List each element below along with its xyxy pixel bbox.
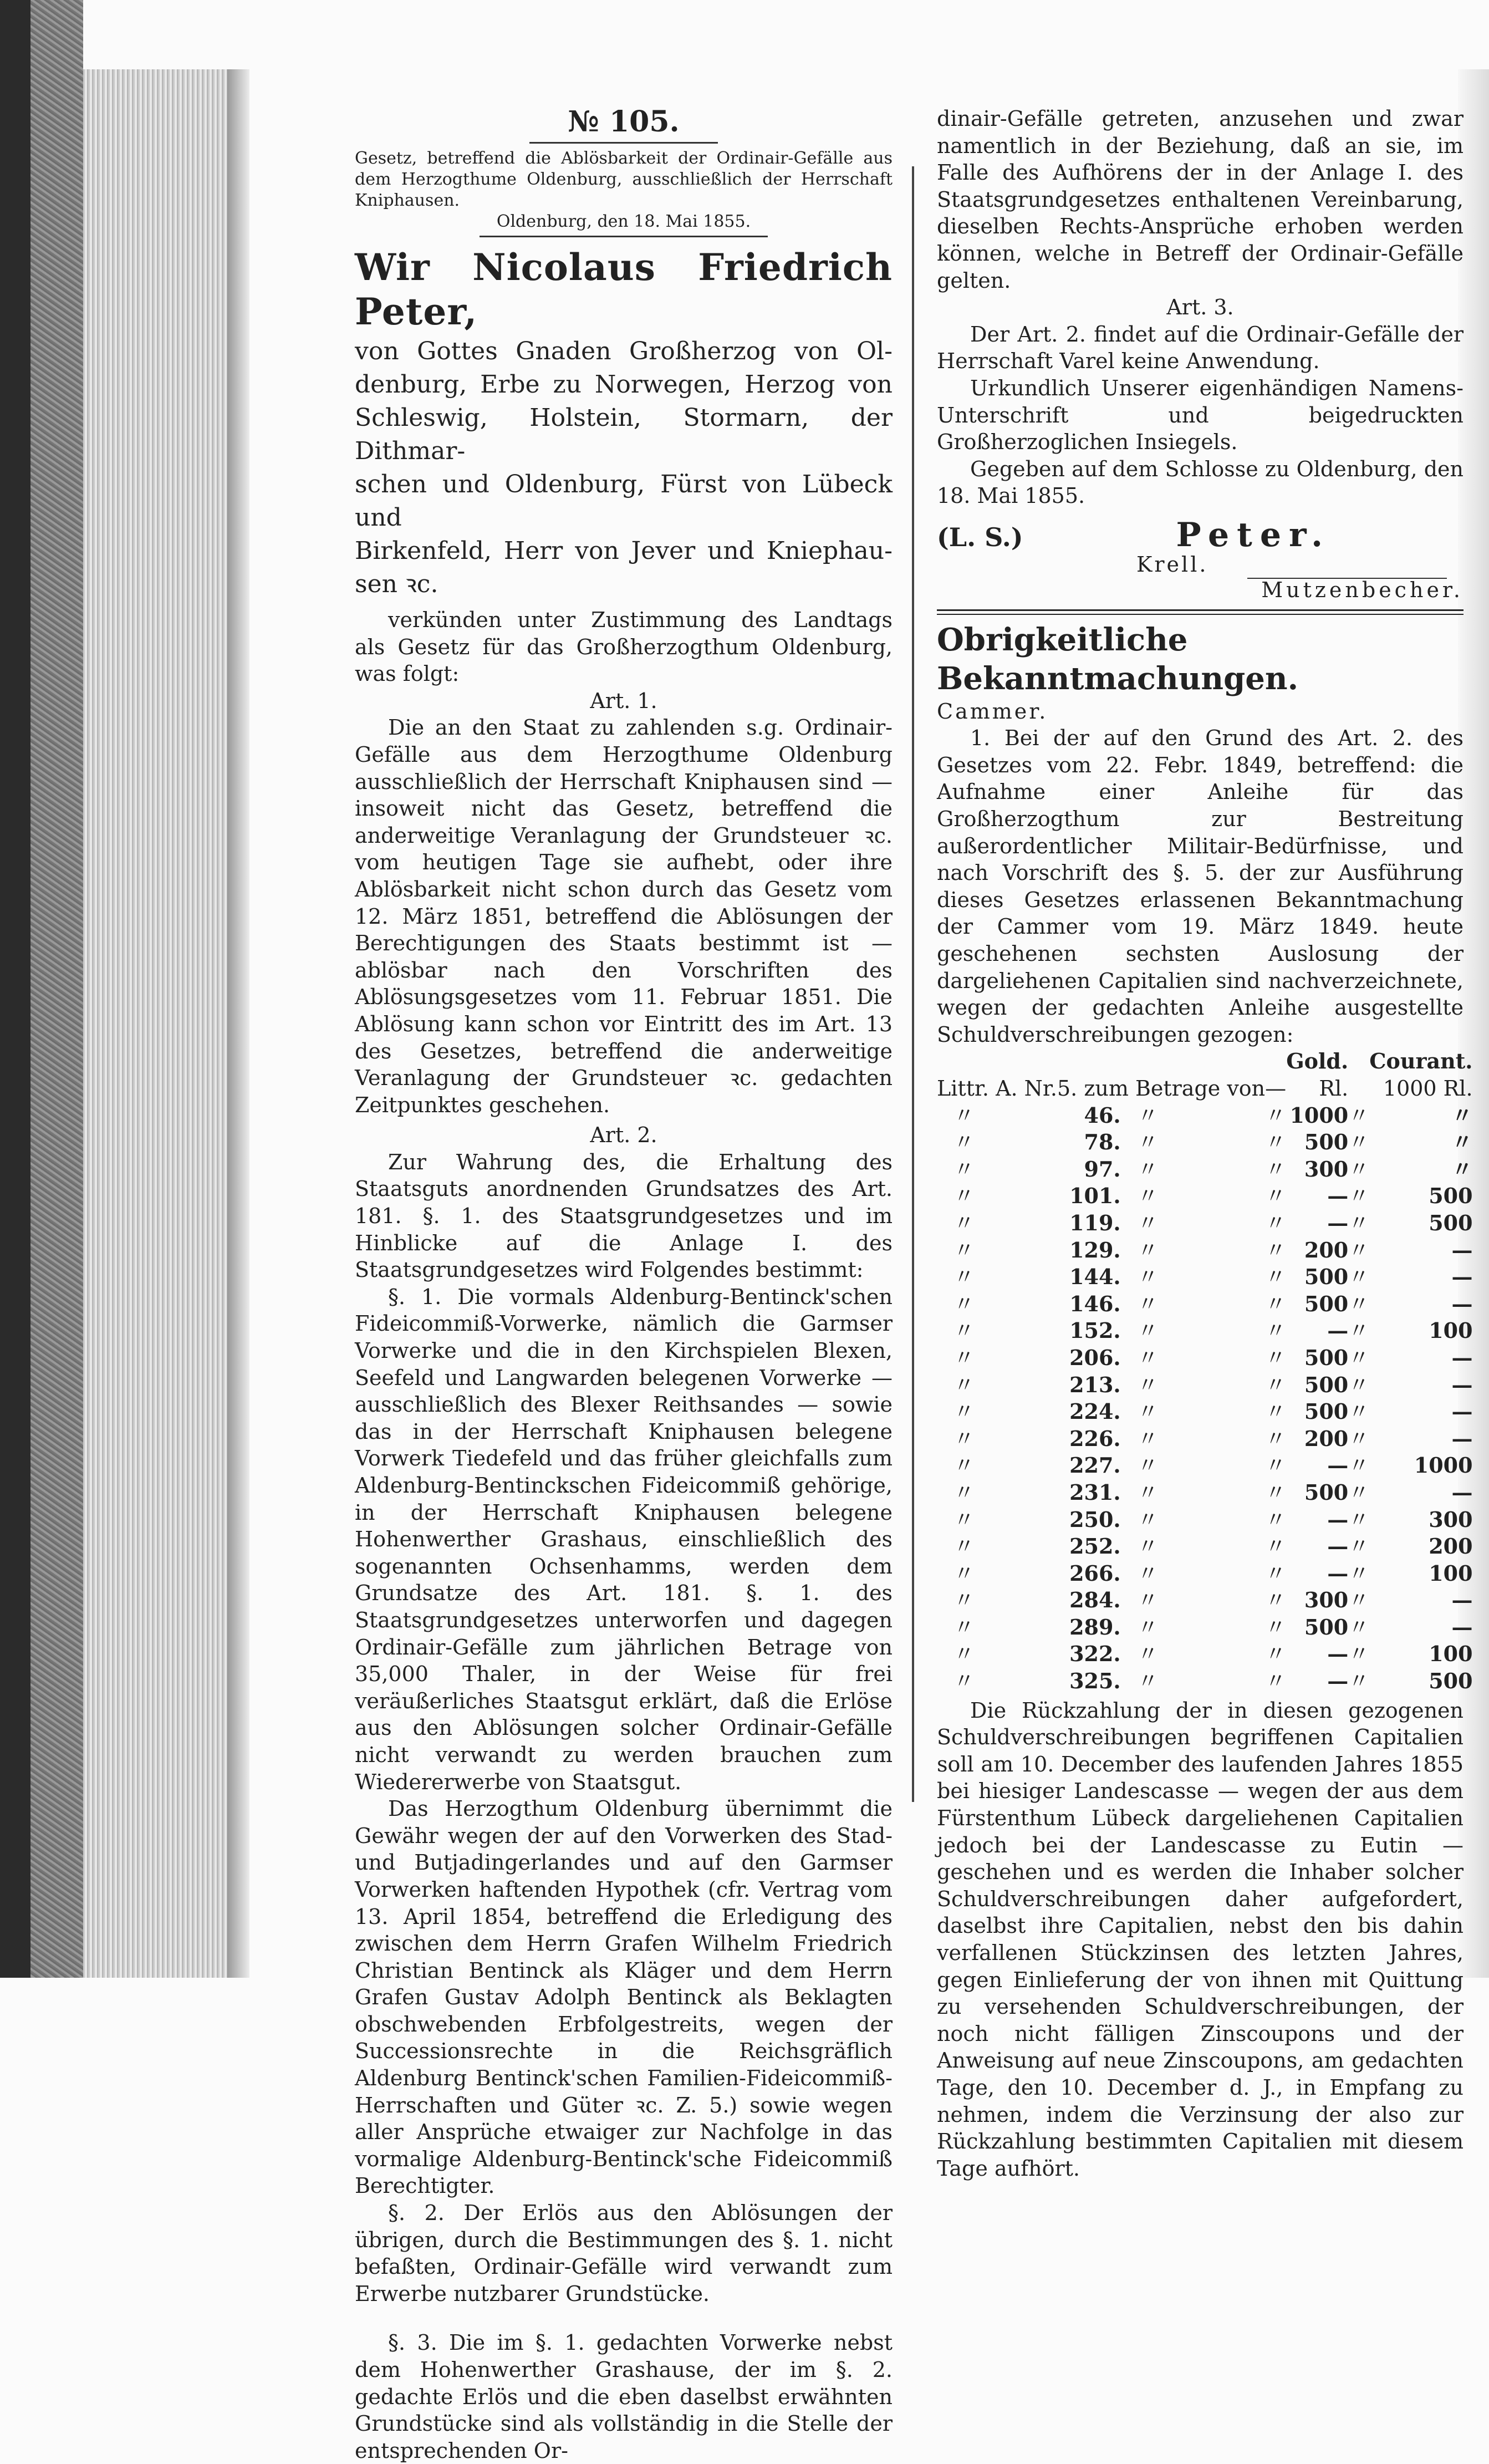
bond-number: 46.: [1084, 1102, 1121, 1128]
sovereign-title-line: sen ꝛc.: [355, 570, 438, 598]
bond-gold-amount: —: [1327, 1668, 1349, 1694]
ditto-mark: 〃: [953, 1507, 992, 1532]
bond-number: 226.: [1069, 1426, 1121, 1451]
ditto-mark: 〃: [1265, 1588, 1287, 1613]
bond-row: [937, 1129, 1473, 1156]
bond-mid: 5. zum Betrage von: [1057, 1076, 1266, 1101]
ditto-mark: 〃: [1137, 1642, 1197, 1667]
bond-row: [937, 1587, 1473, 1614]
bond-gold-amount: 300: [1304, 1156, 1349, 1182]
header-rule: [529, 142, 718, 144]
bond-row: [937, 1183, 1473, 1210]
ditto-mark: 〃: [1265, 1669, 1287, 1694]
bond-row: [937, 1156, 1473, 1183]
ditto-mark: 〃: [953, 1453, 992, 1478]
ditto-mark: 〃: [1265, 1103, 1287, 1128]
bond-table-header: [937, 1048, 1473, 1075]
bond-courant-amount: —: [1451, 1479, 1473, 1505]
bond-number: 250.: [1069, 1506, 1121, 1532]
bond-gold-amount: —: [1327, 1641, 1349, 1667]
ditto-mark: 〃: [1137, 1318, 1197, 1343]
ditto-mark: 〃: [953, 1103, 992, 1128]
bond-row: [937, 1372, 1473, 1399]
bond-row: [937, 1102, 1473, 1129]
bond-number: 129.: [1069, 1237, 1121, 1262]
bond-courant-amount: 〃: [1451, 1129, 1473, 1155]
bond-courant-amount: 100: [1429, 1641, 1473, 1667]
art2-para1: §. 1. Die vormals Aldenburg-Bentinck'schen Fideicommiß-Vorwerke, nämlich die Garmser Vorwerke und die in den Kirchspielen Blexen, Seefeld und Langwarden belegenen Vorwerke — ausschließlich des Blexer Reithsandes — sowie das in der Herrschaft Kniphausen belegene Vorwerk Tiedefeld und das früher gleichfalls zum Aldenburg-Bentinckschen Fideicommiß gehörige, in der Herrschaft Kniphausen belegene Hohenwerther Grashaus, einschließlich des sogenannten Ochsenhamms, werden dem Grundsatze des Art. 181. §. 1. des Staatsgrundgesetzes unterworfen und dagegen Ordinair-Gefälle zum jährlichen Betrage von 35,000 Thaler, in der Weise für frei veräußerliches Staatsgut erklärt, daß die Erlöse aus den Ablösungen solcher Ordinair-Gefälle nicht verwandt zu werden brauchen zum Wiedererwerbe von Staatsgut.: [355, 1284, 893, 1794]
bond-row: [937, 1479, 1473, 1506]
ditto-mark: 〃: [1348, 1318, 1370, 1343]
bond-courant-amount: 100: [1429, 1318, 1473, 1343]
ditto-mark: 〃: [1265, 1507, 1287, 1532]
ditto-mark: 〃: [1348, 1426, 1370, 1451]
bond-number: 152.: [1069, 1318, 1121, 1343]
ditto-mark: 〃: [1137, 1103, 1197, 1128]
art2-para2: §. 2. Der Erlös aus den Ablösungen der übrigen, durch die Bestimmungen des §. 1. nicht befaßten, Ordinair-Gefälle wird verwandt zum Erwerbe nutzbarer Grundstücke.: [355, 2201, 893, 2306]
bond-gold-amount: 200: [1304, 1237, 1349, 1262]
ditto-mark: 〃: [1348, 1345, 1370, 1370]
ditto-mark: 〃: [1137, 1399, 1197, 1424]
law-date: Oldenburg, den 18. Mai 1855.: [496, 212, 751, 231]
ditto-mark: 〃: [1137, 1130, 1197, 1155]
bond-courant-amount: —: [1451, 1237, 1473, 1262]
bond-number: 325.: [1069, 1668, 1121, 1694]
bond-gold-amount: 300: [1304, 1587, 1349, 1613]
ditto-mark: 〃: [1265, 1399, 1287, 1424]
bond-number: 227.: [1069, 1453, 1121, 1478]
bond-gold-amount: 500: [1304, 1129, 1349, 1155]
ditto-mark: 〃: [1348, 1615, 1370, 1640]
bond-row: [937, 1533, 1473, 1560]
gold-header: Gold.: [1286, 1048, 1349, 1074]
bond-row: [937, 1398, 1473, 1426]
ditto-mark: 〃: [1137, 1480, 1197, 1505]
ditto-mark: 〃: [1265, 1372, 1287, 1397]
bond-row-first: [937, 1075, 1473, 1102]
bond-gold-amount: —: [1327, 1506, 1349, 1532]
ditto-mark: 〃: [1348, 1157, 1370, 1182]
ditto-mark: 〃: [953, 1345, 992, 1370]
bond-table: [937, 1048, 1473, 1694]
notices-section: Cammer.: [937, 699, 1048, 724]
bond-number: 78.: [1084, 1129, 1121, 1155]
ditto-mark: 〃: [1348, 1480, 1370, 1505]
bond-courant-amount: —: [1451, 1264, 1473, 1290]
attestation: Urkundlich Unserer eigenhändigen Namens-Unterschrift und beigedruckten Großherzoglichen Insiegels.: [937, 375, 1463, 455]
bond-courant-amount: 500: [1429, 1210, 1473, 1235]
ditto-mark: 〃: [1348, 1453, 1370, 1478]
bond-unit: Rl.: [1319, 1076, 1349, 1101]
ditto-mark: 〃: [1137, 1265, 1197, 1290]
bond-gold-amount: 500: [1304, 1264, 1349, 1290]
art3-heading: Art. 3.: [1166, 295, 1234, 320]
bond-number: 213.: [1069, 1372, 1121, 1397]
bond-courant-amount: 200: [1429, 1534, 1473, 1559]
notice-item1: 1. Bei der auf den Grund des Art. 2. des Gesetzes vom 22. Febr. 1849, betreffend: die Aufnahme einer Anleihe für das Großherzogthum zur Bestreitung außerordentlicher Militair-Bedürfnisse, und nach Vorschrift des §. 5. der zur Ausführung dieses Gesetzes erlassenen Bekanntmachung der Cammer vom 19. März 1849. heute geschehenen sechsten Auslosung der dargeliehenen Capitalien sind nachverzeichnete, wegen der gedachten Anleihe ausgestellte Schuldverschreibungen gezogen:: [937, 726, 1463, 1047]
ditto-mark: 〃: [1137, 1669, 1197, 1694]
section-rule: [937, 609, 1463, 615]
ditto-mark: 〃: [1137, 1372, 1197, 1397]
bond-gold-amount: —: [1327, 1183, 1349, 1209]
ditto-mark: 〃: [1265, 1453, 1287, 1478]
ditto-mark: 〃: [953, 1291, 992, 1316]
sovereign-title-line: schen und Oldenburg, Fürst von Lübeck und: [355, 470, 893, 532]
ditto-mark: 〃: [1265, 1318, 1287, 1343]
ditto-mark: 〃: [1137, 1184, 1197, 1209]
bond-courant-amount: 100: [1429, 1560, 1473, 1586]
binding-shadow: [0, 0, 30, 1978]
ditto-mark: 〃: [1137, 1157, 1197, 1182]
bond-number: 284.: [1069, 1587, 1121, 1613]
ditto-mark: 〃: [1265, 1130, 1287, 1155]
art1-heading: Art. 1.: [590, 688, 657, 713]
ditto-mark: 〃: [1137, 1588, 1197, 1613]
bond-courant-amount: 500: [1429, 1183, 1473, 1209]
ditto-mark: 〃: [1348, 1291, 1370, 1316]
ditto-mark: 〃: [953, 1480, 992, 1505]
ditto-mark: 〃: [1137, 1534, 1197, 1559]
bond-courant-amount: 300: [1429, 1506, 1473, 1532]
art2-heading: Art. 2.: [590, 1123, 657, 1148]
bond-courant-amount: —: [1451, 1426, 1473, 1451]
ditto-mark: 〃: [953, 1426, 992, 1451]
bond-row: [937, 1317, 1473, 1345]
sovereign-name: Wir Nicolaus Friedrich Peter,: [355, 246, 893, 333]
ditto-mark: 〃: [1265, 1534, 1287, 1559]
ditto-mark: 〃: [1348, 1534, 1370, 1559]
ditto-mark: 〃: [1348, 1103, 1370, 1128]
ditto-mark: 〃: [1265, 1615, 1287, 1640]
bond-number: 266.: [1069, 1560, 1121, 1586]
ditto-mark: 〃: [1348, 1642, 1370, 1667]
ditto-mark: 〃: [953, 1130, 992, 1155]
bond-row: [937, 1641, 1473, 1668]
bond-gold-amount: —: [1327, 1534, 1349, 1559]
ditto-mark: 〃: [1265, 1642, 1287, 1667]
bond-number: 97.: [1084, 1156, 1121, 1182]
bond-row: [937, 1426, 1473, 1453]
signature-peter: Peter.: [1176, 515, 1330, 554]
sovereign-title-line: denburg, Erbe zu Norwegen, Herzog von: [355, 370, 893, 399]
bond-gold-amount: —: [1327, 1318, 1349, 1343]
page-gutter: [227, 69, 249, 1978]
sovereign-title: [355, 335, 893, 601]
bond-row: [937, 1210, 1473, 1237]
ditto-mark: 〃: [1348, 1561, 1370, 1586]
ditto-mark: 〃: [1348, 1130, 1370, 1155]
bond-row: [937, 1264, 1473, 1291]
ditto-mark: 〃: [1137, 1615, 1197, 1640]
ditto-mark: 〃: [953, 1399, 992, 1424]
bond-row: [937, 1560, 1473, 1587]
ditto-mark: 〃: [953, 1157, 992, 1182]
bond-courant-amount: —: [1451, 1372, 1473, 1397]
ditto-mark: 〃: [953, 1642, 992, 1667]
sovereign-title-line: von Gottes Gnaden Großherzog von Ol-: [355, 337, 893, 365]
bond-gold-amount: 500: [1304, 1479, 1349, 1505]
bond-row: [937, 1506, 1473, 1534]
ditto-mark: 〃: [1137, 1210, 1197, 1235]
ditto-mark: 〃: [953, 1588, 992, 1613]
ditto-mark: 〃: [953, 1318, 992, 1343]
ditto-mark: 〃: [953, 1534, 992, 1559]
bond-gold-amount: 500: [1304, 1345, 1349, 1370]
page-edges: [83, 69, 238, 1978]
countersign-krell: Krell.: [1136, 552, 1208, 577]
bond-gold-amount: 1000: [1289, 1102, 1349, 1128]
ditto-mark: 〃: [1265, 1561, 1287, 1586]
bond-courant-amount: 500: [1429, 1668, 1473, 1694]
bond-number: 146.: [1069, 1291, 1121, 1316]
ditto-mark: 〃: [1265, 1157, 1287, 1182]
bond-courant-amount: —: [1451, 1291, 1473, 1316]
ditto-mark: 〃: [1137, 1238, 1197, 1262]
ditto-mark: 〃: [1348, 1238, 1370, 1262]
bond-gold: —: [1265, 1076, 1287, 1101]
ditto-mark: 〃: [1137, 1453, 1197, 1478]
bond-number: 206.: [1069, 1345, 1121, 1370]
ditto-mark: 〃: [1137, 1291, 1197, 1316]
bond-number: 322.: [1069, 1641, 1121, 1667]
ditto-mark: 〃: [953, 1238, 992, 1262]
bond-courant-amount: —: [1451, 1587, 1473, 1613]
decree-intro: verkünden unter Zustimmung des Landtags als Gesetz für das Großherzogthum Oldenburg, was folgt:: [355, 608, 893, 686]
ditto-mark: 〃: [953, 1372, 992, 1397]
ditto-mark: 〃: [1348, 1372, 1370, 1397]
ditto-mark: 〃: [953, 1184, 992, 1209]
ditto-mark: 〃: [1265, 1426, 1287, 1451]
sovereign-title-line: Birkenfeld, Herr von Jever und Kniephau-: [355, 537, 893, 565]
notice-item1-rest: Die Rückzahlung der in diesen gezogenen Schuldverschreibungen begriffenen Capitalien soll am 10. December des laufenden Jahres 1855 bei hiesiger Landescasse — wegen der aus dem Fürstenthum Lübeck dargeliehenen Capitalien jedoch bei der Landescasse zu Eutin — geschehen und es werden die Inhaber solcher Schuldverschreibungen daher aufgefordert, daselbst ihre Capitalien, nebst den bis dahin verfallenen Stückzinsen des letzten Jahres, gegen Einlieferung der von ihnen mit Quittung zu versehenden Schuldverschreibungen, der noch nicht fälligen Zinscoupons und der Anweisung auf neue Zinscoupons, am gedachten Tage, den 10. December d. J., in Empfang zu nehmen, indem die Verzinsung der also zur Rückzahlung bestimmten Capitalien mit diesem Tage aufhört.: [937, 1698, 1463, 2181]
ditto-mark: 〃: [953, 1265, 992, 1290]
bond-number: 101.: [1069, 1183, 1121, 1209]
bond-row: [937, 1452, 1473, 1479]
ditto-mark: 〃: [1348, 1399, 1370, 1424]
bond-number: 144.: [1069, 1264, 1121, 1290]
notices-heading: Obrigkeitliche Bekanntmachungen.: [937, 621, 1299, 697]
bond-row: [937, 1291, 1473, 1318]
art1-text: Die an den Staat zu zahlenden s.g. Ordinair-Gefälle aus dem Herzogthume Oldenburg ausschließlich der Herrschaft Kniphausen sind — insoweit nicht das Gesetz, betreffend die anderweitige Veranlagung der Grundsteuer ꝛc. vom heutigen Tage sie aufhebt, oder ihre Ablösbarkeit nicht schon durch das Gesetz vom 12. März 1851, betreffend die Ablösungen der Berechtigungen des Staats bestimmt ist — ablösbar nach den Vorschriften des Ablösungsgesetzes vom 11. Februar 1851. Die Ablösung kann schon vor Eintritt des im Art. 13 des Gesetzes, betreffend die anderweitige Veranlagung der Grundsteuer ꝛc. gedachten Zeitpunktes geschehen.: [355, 715, 893, 1117]
header-rule-2: [480, 236, 768, 237]
bond-courant-amount: 1000: [1414, 1453, 1473, 1478]
ditto-mark: 〃: [1265, 1345, 1287, 1370]
bond-gold-amount: 500: [1304, 1614, 1349, 1640]
ditto-mark: 〃: [1265, 1265, 1287, 1290]
ditto-mark: 〃: [1265, 1238, 1287, 1262]
bond-courant-amount: —: [1451, 1399, 1473, 1424]
law-subtitle: Gesetz, betreffend die Ablösbarkeit der Ordinair-Gefälle aus dem Herzogthume Oldenburg, ausschließlich der Herrschaft Kniphausen.: [355, 149, 893, 210]
left-column: [355, 105, 893, 2464]
bond-row: [937, 1237, 1473, 1264]
bond-gold-amount: 500: [1304, 1372, 1349, 1397]
art2-para1b: Das Herzogthum Oldenburg übernimmt die Gewähr wegen der auf den Vorwerken des Stad- und Butjadingerlandes und auf den Garmser Vorwerken haftenden Hypothek (cfr. Vertrag vom 13. April 1854, betreffend die Erledigung des zwischen dem Herrn Grafen Wilhelm Friedrich Christian Bentinck als Kläger und dem Herrn Grafen Gustav Adolph Bentinck als Beklagten obschwebenden Erbfolgestreits, wegen der Successionsrechte in die Reichsgräflich Aldenburg Bentinck'schen Familien-Fideicommiß-Herrschaften und Güter ꝛc. Z. 5.) sowie wegen aller Ansprüche etwaiger zur Nachfolge in das vormalige Aldenburg-Bentinck'sche Fideicommiß Berechtigter.: [355, 1796, 893, 2198]
bond-number: 252.: [1069, 1534, 1121, 1559]
ditto-mark: 〃: [953, 1210, 992, 1235]
column-divider: [912, 166, 914, 1802]
ditto-mark: 〃: [953, 1669, 992, 1694]
ditto-mark: 〃: [1348, 1265, 1370, 1290]
ditto-mark: 〃: [1265, 1480, 1287, 1505]
bond-gold-amount: —: [1327, 1453, 1349, 1478]
bond-label: Littr. A. Nr.: [937, 1076, 1057, 1101]
art2-continuation: dinair-Gefälle getreten, anzusehen und zwar namentlich in der Beziehung, daß an sie, im Falle des Aufhörens der in der Anlage I. des Staatsgrundgesetzes enthaltenen Vereinbarung, dieselben Rechts-Ansprüche erhoben werden können, welche in Betreff der Ordinair-Gefälle gelten.: [937, 106, 1463, 293]
ditto-mark: 〃: [1137, 1426, 1197, 1451]
bond-courant-amount: 〃: [1451, 1102, 1473, 1128]
right-column: [937, 105, 1473, 2182]
ditto-mark: 〃: [953, 1561, 992, 1586]
ditto-mark: 〃: [1265, 1291, 1287, 1316]
bond-number: 119.: [1069, 1210, 1121, 1235]
ditto-mark: 〃: [1265, 1184, 1287, 1209]
bond-row: [937, 1345, 1473, 1372]
ditto-mark: 〃: [1348, 1669, 1370, 1694]
ditto-mark: 〃: [1137, 1507, 1197, 1532]
art2-para3: §. 3. Die im §. 1. gedachten Vorwerke nebst dem Hohenwerther Grashause, der im §. 2. gedachte Erlös und die eben daselbst erwähnten Grundstücke sind als vollständig in die Stelle der entsprechenden Or-: [355, 2330, 893, 2463]
ditto-mark: 〃: [953, 1615, 992, 1640]
ditto-mark: 〃: [1348, 1184, 1370, 1209]
bond-number: 231.: [1069, 1479, 1121, 1505]
art3-text: Der Art. 2. findet auf die Ordinair-Gefälle der Herrschaft Varel keine Anwendung.: [937, 322, 1463, 374]
ditto-mark: 〃: [1137, 1561, 1197, 1586]
courant-header: Courant.: [1369, 1048, 1473, 1074]
art2-intro: Zur Wahrung des, die Erhaltung des Staatsguts anordnenden Grundsatzes des Art. 181. §. 1. des Staatsgrundgesetzes und im Hinblicke auf die Anlage I. des Staatsgrundgesetzes wird Folgendes bestimmt:: [355, 1149, 893, 1282]
bond-row: [937, 1614, 1473, 1641]
bond-gold-amount: 500: [1304, 1399, 1349, 1424]
ditto-mark: 〃: [1348, 1588, 1370, 1613]
bond-row: [937, 1668, 1473, 1695]
bond-gold-amount: 200: [1304, 1426, 1349, 1451]
bond-number: 289.: [1069, 1614, 1121, 1640]
bond-gold-amount: —: [1327, 1210, 1349, 1235]
law-number: № 105.: [568, 105, 680, 139]
ditto-mark: 〃: [1137, 1345, 1197, 1370]
given-at: Gegeben auf dem Schlosse zu Oldenburg, den 18. Mai 1855.: [937, 456, 1463, 508]
signature-row: [937, 515, 1463, 554]
seal-mark: (L. S.): [937, 522, 1023, 552]
bond-courant-amount: —: [1451, 1345, 1473, 1370]
bond-gold-amount: —: [1327, 1560, 1349, 1586]
ditto-mark: 〃: [1348, 1507, 1370, 1532]
bond-courant-amount: 〃: [1451, 1156, 1473, 1182]
ditto-mark: 〃: [1348, 1210, 1370, 1235]
countersign-mutzenbecher: Mutzenbecher.: [1261, 578, 1463, 603]
bond-courant: 1000 Rl.: [1383, 1076, 1473, 1101]
bond-number: 224.: [1069, 1399, 1121, 1424]
ditto-mark: 〃: [1265, 1210, 1287, 1235]
sovereign-title-line: Schleswig, Holstein, Stormarn, der Dithmar-: [355, 404, 893, 465]
bond-courant-amount: —: [1451, 1614, 1473, 1640]
bond-gold-amount: 500: [1304, 1291, 1349, 1316]
